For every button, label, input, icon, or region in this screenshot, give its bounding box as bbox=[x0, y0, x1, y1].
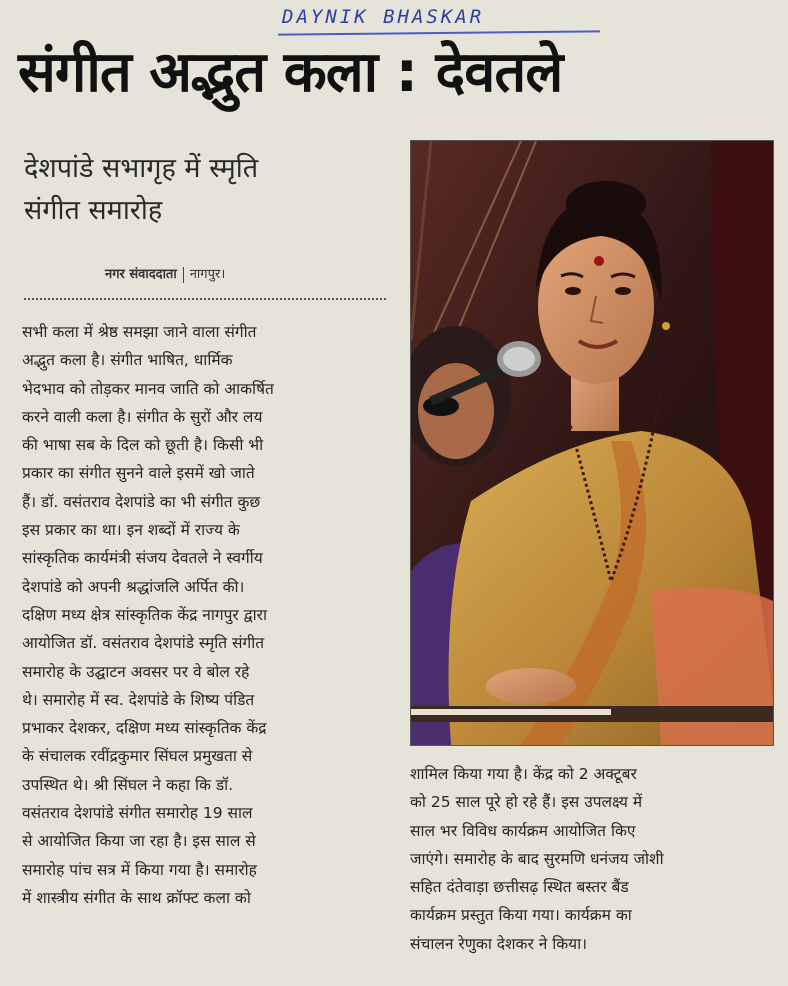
singer-photo-illustration bbox=[411, 141, 773, 745]
article-text-line: उपस्थित थे। श्री सिंघल ने कहा कि डॉ. bbox=[22, 775, 234, 794]
article-text-line: प्रकार का संगीत सुनने वाले इसमें खो जाते bbox=[22, 464, 255, 483]
article-text-line: को 25 साल पूरे हो रहे हैं। इस उपलक्ष्य में bbox=[410, 793, 643, 812]
article-text-line: जाएंगे। समारोह के बाद सुरमणि धनंजय जोशी bbox=[410, 849, 664, 868]
article-text-line: देशपांडे को अपनी श्रद्धांजलि अर्पित की। bbox=[22, 577, 245, 596]
subheadline bbox=[24, 148, 394, 232]
byline-separator bbox=[183, 267, 184, 283]
byline-name: नगर संवाददाता bbox=[105, 267, 177, 282]
article-text-line: सांस्कृतिक कार्यमंत्री संजय देवतले ने स्वर्गीय bbox=[22, 549, 263, 568]
article-text-line: में शास्त्रीय संगीत के साथ क्रॉफ्ट कला को bbox=[22, 888, 251, 907]
article-text-line: थे। समारोह में स्व. देशपांडे के शिष्य पंडित bbox=[22, 690, 255, 709]
article-text-line: करने वाली कला है। संगीत के सुरों और लय bbox=[22, 407, 263, 426]
handwritten-note: DAYNIK BHASKAR bbox=[282, 6, 485, 28]
article-text-line: शामिल किया गया है। केंद्र को 2 अक्टूबर bbox=[410, 765, 637, 783]
article-right-column bbox=[410, 760, 772, 958]
article-text-line: सहित दंतेवाड़ा छत्तीसढ़ स्थित बस्तर बैंड bbox=[410, 878, 629, 897]
article-text-line: आयोजित डॉ. वसंतराव देशपांडे स्मृति संगीत bbox=[22, 634, 265, 653]
article-text-line: से आयोजित किया जा रहा है। इस साल से bbox=[22, 832, 256, 851]
article-text-line: प्रभाकर देशकर, दक्षिण मध्य सांस्कृतिक केंद्र bbox=[22, 719, 267, 738]
article-text-line: के संचालक रवींद्रकुमार सिंघल प्रमुखता से bbox=[22, 747, 253, 766]
byline bbox=[105, 264, 395, 283]
article-text-line: समारोह के उद्घाटन अवसर पर वे बोल रहे bbox=[22, 662, 250, 681]
article-text-line: वसंतराव देशपांडे संगीत समारोह 19 साल bbox=[22, 804, 253, 823]
subheadline-line-1: देशपांडे सभागृह में स्मृति bbox=[24, 153, 259, 184]
dotted-divider bbox=[24, 298, 386, 300]
article-text-line: सभी कला में श्रेष्ठ समझा जाने वाला संगीत bbox=[22, 323, 257, 341]
article-text-line: समारोह पांच सत्र में किया गया है। समारोह bbox=[22, 860, 257, 879]
article-text-line: संचालन रेणुका देशकर ने किया। bbox=[410, 934, 588, 953]
article-text-line: कार्यक्रम प्रस्तुत किया गया। कार्यक्रम का bbox=[410, 906, 632, 925]
article-text-line: हैं। डॉ. वसंतराव देशपांडे का भी संगीत कुछ bbox=[22, 492, 261, 511]
article-text-line: इस प्रकार का था। इन शब्दों में राज्य के bbox=[22, 521, 240, 540]
article-text-line: दक्षिण मध्य क्षेत्र सांस्कृतिक केंद्र नागपुर द्वारा bbox=[22, 605, 267, 624]
article-text-line: अद्भुत कला है। संगीत भाषित, धार्मिक bbox=[22, 351, 233, 370]
handwritten-underline bbox=[278, 30, 600, 35]
article-text-line: साल भर विविध कार्यक्रम आयोजित किए bbox=[410, 821, 636, 840]
article-text-line: भेदभाव को तोड़कर मानव जाति को आकर्षित bbox=[22, 379, 274, 398]
article-text-line: की भाषा सब के दिल को छूती है। किसी भी bbox=[22, 436, 264, 455]
article-left-column bbox=[22, 318, 388, 912]
article-photo bbox=[410, 140, 774, 746]
subheadline-line-2: संगीत समारोह bbox=[24, 195, 163, 226]
byline-place: नागपुर। bbox=[189, 267, 226, 282]
headline: संगीत अद्भुत कला : देवतले bbox=[18, 40, 563, 105]
